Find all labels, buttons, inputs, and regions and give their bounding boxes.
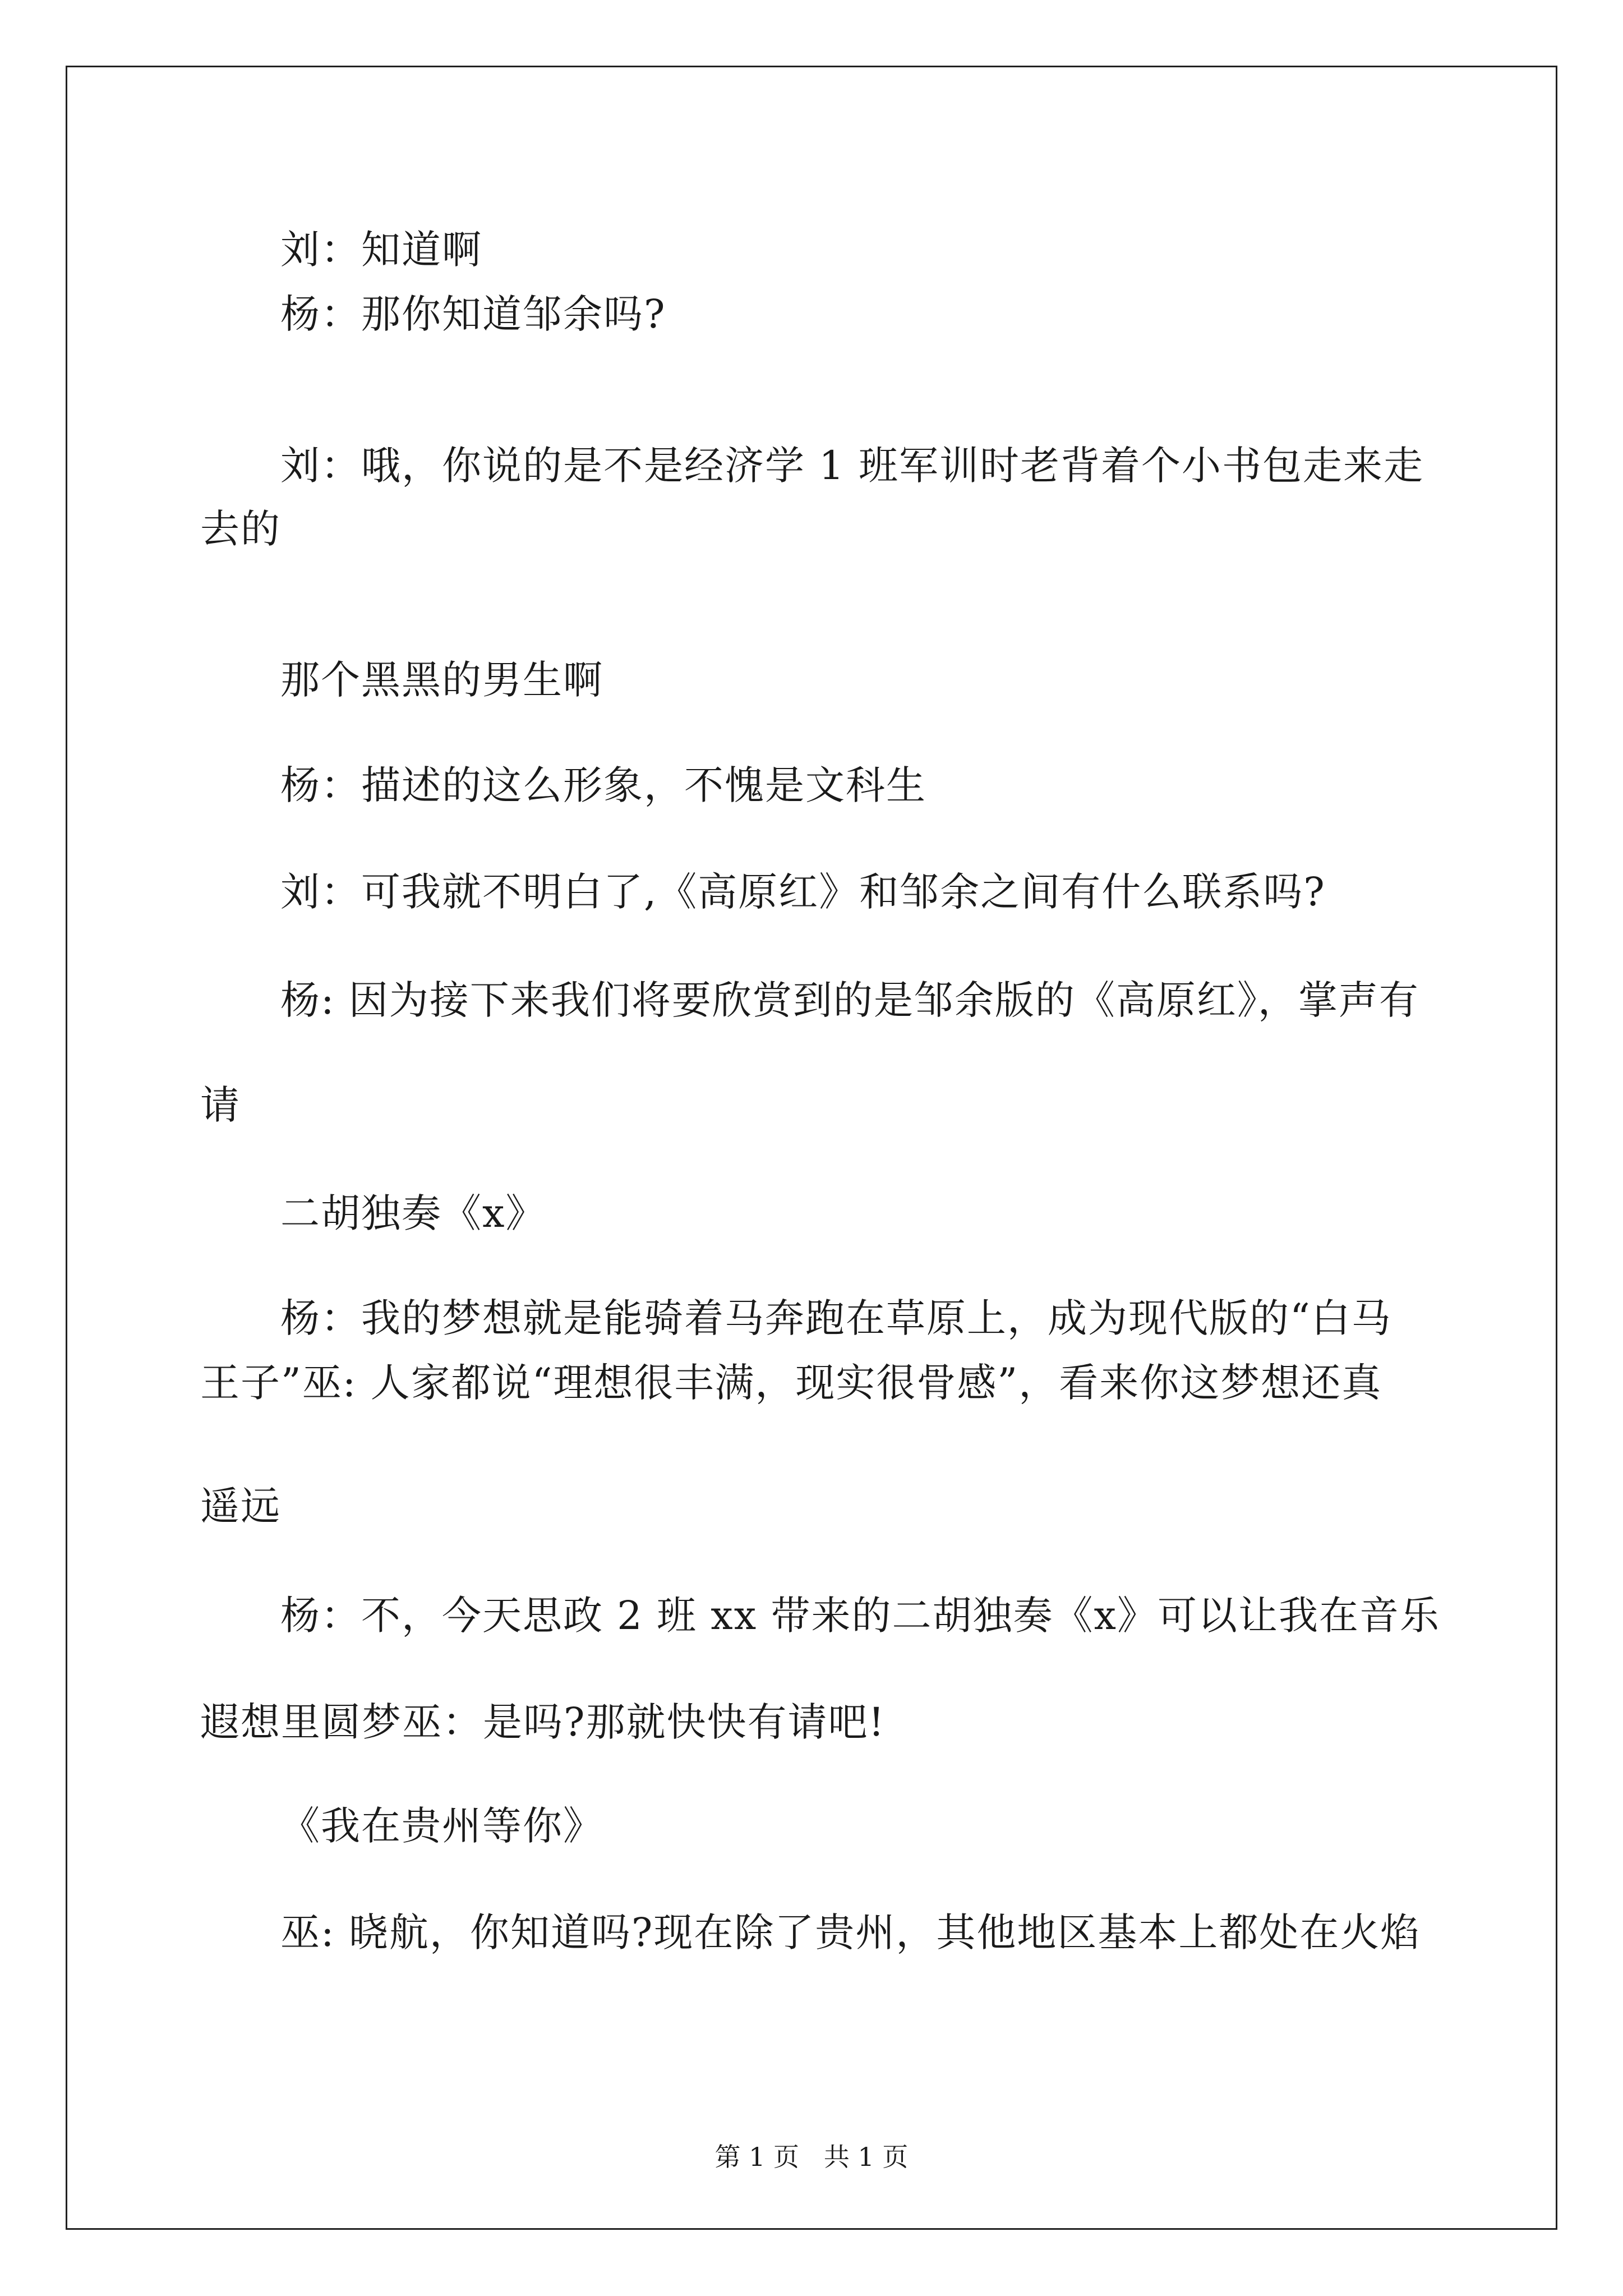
text-line: 杨: 因为接下来我们将要欣赏到的是邹余版的《高原红》，掌声有 <box>280 977 1419 1023</box>
text-line: 王子”巫: 人家都说“理想很丰满，现实很骨感”，看来你这梦想还真 <box>200 1360 1382 1406</box>
text-line: 杨：我的梦想就是能骑着马奔跑在草原上，成为现代版的“白马 <box>280 1295 1392 1341</box>
page-border <box>66 66 1557 2230</box>
text-line: 遥远 <box>200 1483 281 1529</box>
text-line: 二胡独奏《x》 <box>280 1190 546 1236</box>
text-line: 杨：不，今天思政 2 班 xx 带来的二胡独奏《x》可以让我在音乐 <box>280 1593 1440 1639</box>
text-line: 杨：描述的这么形象，不愧是文科生 <box>280 762 926 808</box>
text-line: 刘：知道啊 <box>280 227 482 273</box>
text-line: 遐想里圆梦巫：是吗?那就快快有请吧! <box>200 1699 886 1745</box>
page-footer: 第 1 页 共 1 页 <box>714 2142 909 2172</box>
text-line: 去的 <box>200 506 281 552</box>
text-line: 刘：可我就不明白了,《高原红》和邹余之间有什么联系吗? <box>280 869 1326 915</box>
text-line: 巫: 晓航，你知道吗?现在除了贵州，其他地区基本上都处在火焰 <box>280 1910 1421 1955</box>
text-line: 那个黑黑的男生啊 <box>280 657 603 703</box>
text-line: 《我在贵州等你》 <box>280 1803 603 1849</box>
text-line: 刘：哦，你说的是不是经济学 1 班军训时老背着个小书包走来走 <box>280 443 1424 489</box>
text-line: 杨：那你知道邹余吗? <box>280 291 666 337</box>
text-line: 请 <box>200 1082 241 1128</box>
